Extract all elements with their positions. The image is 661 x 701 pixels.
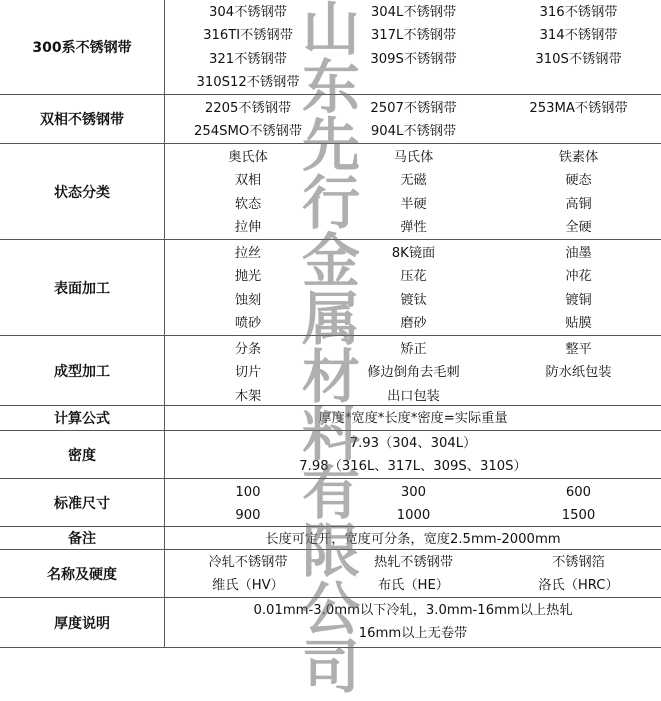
table-cell: 磨砂 <box>400 315 427 331</box>
row-label: 名称及硬度 <box>0 550 165 597</box>
table-cell: 修边倒角去毛刺 <box>367 365 460 381</box>
table-cell: 分条 <box>234 342 262 357</box>
table-row <box>0 336 661 411</box>
watermark-character: 先 <box>301 111 360 179</box>
table-cell: 316TI不锈钢带 <box>203 28 293 44</box>
table-cell: 软态 <box>234 196 262 212</box>
table-cell: 2205不锈钢带 <box>204 101 292 116</box>
table-cell: 2507不锈钢带 <box>370 101 457 116</box>
watermark-character: 东 <box>301 53 360 121</box>
row-label: 双相不锈钢带 <box>0 95 165 143</box>
table-cell: 1000 <box>396 508 431 524</box>
watermark-character: 材 <box>301 343 360 411</box>
table-cell: 不锈钢箔 <box>552 555 605 570</box>
table-cell: 900 <box>235 508 261 524</box>
table-cell: 出口包装 <box>387 388 440 404</box>
row-label: 成型加工 <box>0 336 165 405</box>
row-label: 厚度说明 <box>0 598 165 647</box>
table-cell: 300 <box>400 485 427 500</box>
table-cell: 317L不锈钢带 <box>370 28 457 44</box>
table-cell: 310S12不锈钢带 <box>196 74 300 90</box>
table-cell: 拉伸 <box>234 219 262 235</box>
table-cell: 铁素体 <box>558 150 599 165</box>
table-cell: 防水纸包装 <box>545 365 612 381</box>
table-cell: 310S不锈钢带 <box>535 51 622 67</box>
row-label: 状态分类 <box>0 144 165 239</box>
table-row <box>0 431 661 479</box>
row-label: 备注 <box>0 527 165 549</box>
table-cell: 矫正 <box>400 342 427 357</box>
table-cell: 309S不锈钢带 <box>370 51 457 67</box>
table-cell: 热轧不锈钢带 <box>373 555 454 570</box>
table-cell: 314不锈钢带 <box>539 28 618 44</box>
table-cell: 切片 <box>234 365 262 381</box>
table-cell: 镀钛 <box>400 292 427 308</box>
table-cell-wide: 7.93（304、304L） <box>349 436 477 451</box>
row-label: 表面加工 <box>0 240 165 335</box>
table-cell: 304L不锈钢带 <box>370 5 457 20</box>
table-cell: 贴膜 <box>565 315 592 331</box>
table-row <box>0 527 661 550</box>
table-cell: 奥氏体 <box>228 150 268 165</box>
table-cell-wide: 16mm以上无卷带 <box>358 626 468 642</box>
watermark-character: 司 <box>301 633 360 701</box>
table-cell: 硬态 <box>565 173 592 189</box>
table-cell: 木架 <box>234 388 262 404</box>
table-cell-wide: 7.98（316L、317L、309S、310S） <box>299 459 527 475</box>
row-label: 300系不锈钢带 <box>0 0 165 94</box>
table-cell: 喷砂 <box>234 315 262 331</box>
table-cell: 高铜 <box>565 196 592 212</box>
watermark-character: 行 <box>301 169 360 237</box>
table-cell: 洛氏（HRC） <box>538 578 619 594</box>
watermark-character: 公 <box>301 575 360 643</box>
table-cell-wide: 长度可定开，宽度可分条，宽度2.5mm-2000mm <box>265 532 561 547</box>
table-cell: 冲花 <box>565 269 592 285</box>
table-row <box>0 598 661 648</box>
table-cell: 254SMO不锈钢带 <box>193 124 303 140</box>
watermark-character: 属 <box>301 285 360 353</box>
table-cell: 全硬 <box>565 219 592 235</box>
table-cell: 321不锈钢带 <box>209 51 287 67</box>
watermark-character: 金 <box>301 227 360 295</box>
table-cell: 双相 <box>234 173 262 189</box>
table-row <box>0 0 661 95</box>
table-row <box>0 240 661 336</box>
row-label: 计算公式 <box>0 406 165 430</box>
table-cell: 304不锈钢带 <box>209 5 287 20</box>
table-cell: 半硬 <box>400 196 427 212</box>
table-cell: 600 <box>565 485 592 500</box>
table-cell-wide: 0.01mm-3.0mm以下冷轧，3.0mm-16mm以上热轧 <box>253 603 573 618</box>
table-cell: 8K镜面 <box>391 246 436 261</box>
table-cell: 维氏（HV） <box>212 578 284 594</box>
table-cell: 整平 <box>565 342 592 357</box>
table-cell: 油墨 <box>565 246 592 261</box>
table-row <box>0 144 661 240</box>
table-cell: 压花 <box>400 269 427 285</box>
table-cell: 蚀刻 <box>234 292 262 308</box>
watermark-character: 有 <box>301 459 360 527</box>
table-cell: 316不锈钢带 <box>539 5 618 20</box>
table-row <box>0 479 661 527</box>
table-cell: 布氏（HE） <box>378 578 449 594</box>
table-cell: 弹性 <box>400 219 427 235</box>
watermark-character: 料 <box>301 401 360 469</box>
table-cell: 100 <box>235 485 261 500</box>
table-row <box>0 406 661 431</box>
watermark-character: 山 <box>301 0 360 63</box>
table-cell-wide: 厚度*宽度*长度*密度=实际重量 <box>318 411 508 426</box>
table-cell: 拉丝 <box>234 246 262 261</box>
table-cell: 马氏体 <box>393 150 434 165</box>
table-cell: 冷轧不锈钢带 <box>208 555 288 570</box>
table-row <box>0 550 661 598</box>
table-cell: 镀铜 <box>565 292 592 308</box>
table-cell: 抛光 <box>234 269 262 285</box>
row-label: 密度 <box>0 431 165 478</box>
table-row <box>0 95 661 144</box>
table-cell: 无磁 <box>400 173 427 189</box>
table-cell: 1500 <box>561 508 596 524</box>
row-label: 标准尺寸 <box>0 479 165 526</box>
watermark-character: 限 <box>301 517 360 585</box>
table-cell: 904L不锈钢带 <box>370 124 457 140</box>
table-cell: 253MA不锈钢带 <box>529 101 628 116</box>
